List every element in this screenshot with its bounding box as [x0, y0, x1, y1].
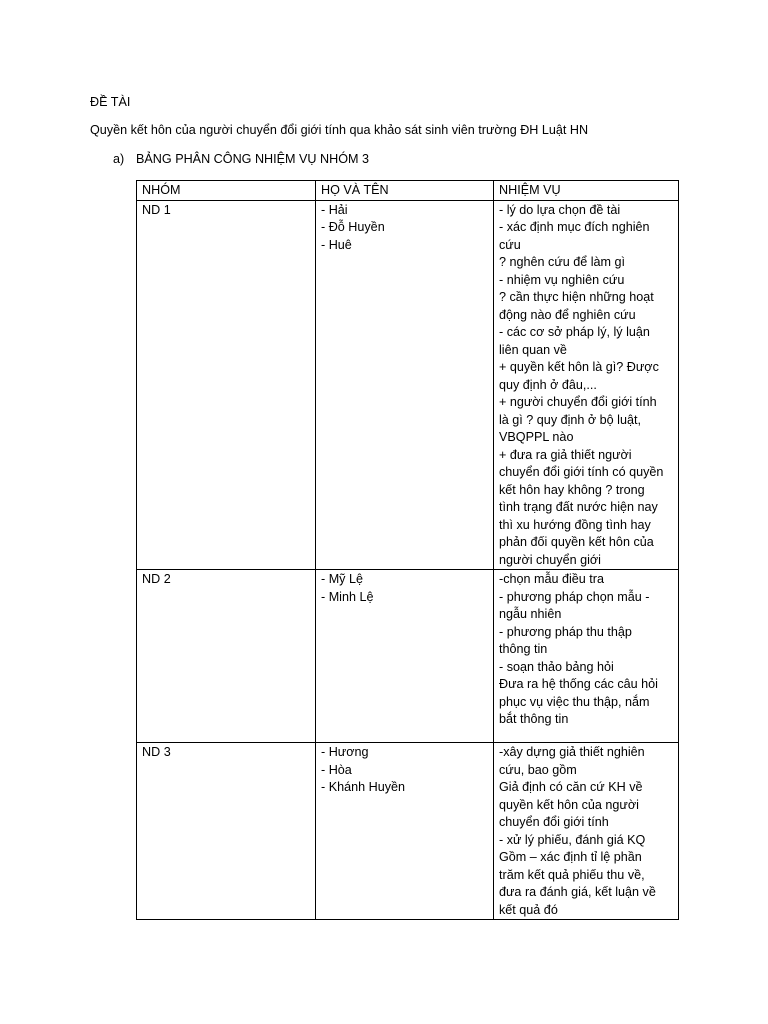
group-name: ND 1: [142, 202, 171, 217]
task-line: - soạn thảo bảng hỏi: [499, 659, 614, 674]
group-cell: [137, 570, 316, 743]
task-line: - phương pháp chọn mẫu -: [499, 589, 650, 604]
task-line: chuyển đổi giới tính có quyền: [499, 465, 664, 479]
table-row: [137, 743, 679, 920]
task-line: quyền kết hôn của người: [499, 797, 639, 812]
task-line: - xác định mục đích nghiên: [499, 220, 650, 234]
task-line: - lý do lựa chọn đề tài: [499, 202, 621, 217]
member-name: - Hải: [321, 202, 348, 217]
table-row: [137, 570, 679, 743]
task-line: -chọn mẫu điều tra: [499, 572, 605, 586]
header-full-name: HỌ VÀ TÊN: [316, 181, 494, 201]
member-name: - Hương: [321, 745, 369, 759]
header-group: NHÓM: [137, 181, 316, 201]
tasks-cell: [494, 743, 679, 920]
member-name: - Minh Lệ: [321, 589, 374, 604]
member-name: - Huê: [321, 237, 352, 252]
member-name: - Đỗ Huyền: [321, 220, 385, 234]
tasks-cell: [494, 570, 679, 743]
group-cell: [137, 200, 316, 570]
assignment-table: [136, 180, 679, 920]
task-line: chuyển đổi giới tính: [499, 815, 609, 829]
members-cell: [316, 743, 494, 920]
list-marker: a): [113, 152, 125, 166]
task-line: ? nghên cứu để làm gì: [499, 255, 626, 269]
table-header-row: [137, 181, 679, 201]
document-heading: ĐỀ TÀI: [90, 95, 131, 109]
task-line: đưa ra đánh giá, kết luận về: [499, 885, 656, 899]
task-line: + đưa ra giả thiết người: [499, 447, 632, 462]
task-line: kết hôn hay không ? trong: [499, 482, 645, 497]
topic-title: Quyền kết hôn của người chuyển đổi giới tính qua khảo sát sinh viên trường ĐH Luật HN: [90, 123, 589, 137]
task-line: Gồm – xác định tỉ lệ phần: [499, 850, 642, 864]
task-line: cứu, bao gồm: [499, 762, 577, 777]
task-line: phản đối quyền kết hôn của: [499, 535, 654, 549]
task-line: quy định ở đâu,...: [499, 377, 597, 392]
tasks-cell: [494, 200, 679, 570]
task-line: -xây dựng giả thiết nghiên: [499, 745, 645, 759]
task-line: Đưa ra hệ thống các câu hỏi: [499, 677, 658, 691]
task-line: Giả định có căn cứ KH về: [499, 780, 643, 794]
task-line: + người chuyển đổi giới tính: [499, 395, 657, 409]
table-body: [137, 200, 679, 920]
task-line: cứu: [499, 237, 521, 252]
task-line: - các cơ sở pháp lý, lý luận: [499, 325, 650, 339]
task-line: là gì ? quy định ở bộ luật,: [499, 412, 641, 427]
group-name: ND 2: [142, 572, 171, 586]
task-line: phục vụ việc thu thập, nắm: [499, 694, 650, 709]
group-cell: [137, 743, 316, 920]
member-name: - Hòa: [321, 762, 352, 777]
table-row: [137, 200, 679, 570]
task-line: + quyền kết hôn là gì? Được: [499, 360, 659, 374]
member-name: - Khánh Huyền: [321, 780, 406, 794]
task-line: ngẫu nhiên: [499, 607, 562, 621]
task-line: tình trạng đất nước hiện nay: [499, 500, 658, 514]
task-line: - nhiệm vụ nghiên cứu: [499, 272, 625, 287]
task-line: VBQPPL nào: [499, 430, 574, 444]
task-line: thì xu hướng đồng tình hay: [499, 517, 651, 532]
task-line: người chuyển giới: [499, 552, 601, 567]
task-line: - phương pháp thu thập: [499, 624, 632, 639]
table-caption: [113, 151, 369, 169]
table-caption-text: BẢNG PHÂN CÔNG NHIỆM VỤ NHÓM 3: [136, 152, 370, 166]
task-line: bắt thông tin: [499, 712, 569, 726]
task-line: trăm kết quả phiếu thu về,: [499, 867, 645, 882]
task-line: ? cần thực hiện những hoạt: [499, 290, 654, 304]
header-tasks: NHIỆM VỤ: [494, 181, 679, 201]
group-name: ND 3: [142, 745, 171, 759]
member-name: - Mỹ Lệ: [321, 572, 363, 586]
members-cell: [316, 570, 494, 743]
task-line: thông tin: [499, 642, 548, 656]
members-cell: [316, 200, 494, 570]
task-line: động nào để nghiên cứu: [499, 307, 636, 322]
task-line: liên quan về: [499, 342, 567, 357]
task-line: kết quả đó: [499, 902, 558, 917]
task-line: - xử lý phiếu, đánh giá KQ: [499, 832, 646, 847]
